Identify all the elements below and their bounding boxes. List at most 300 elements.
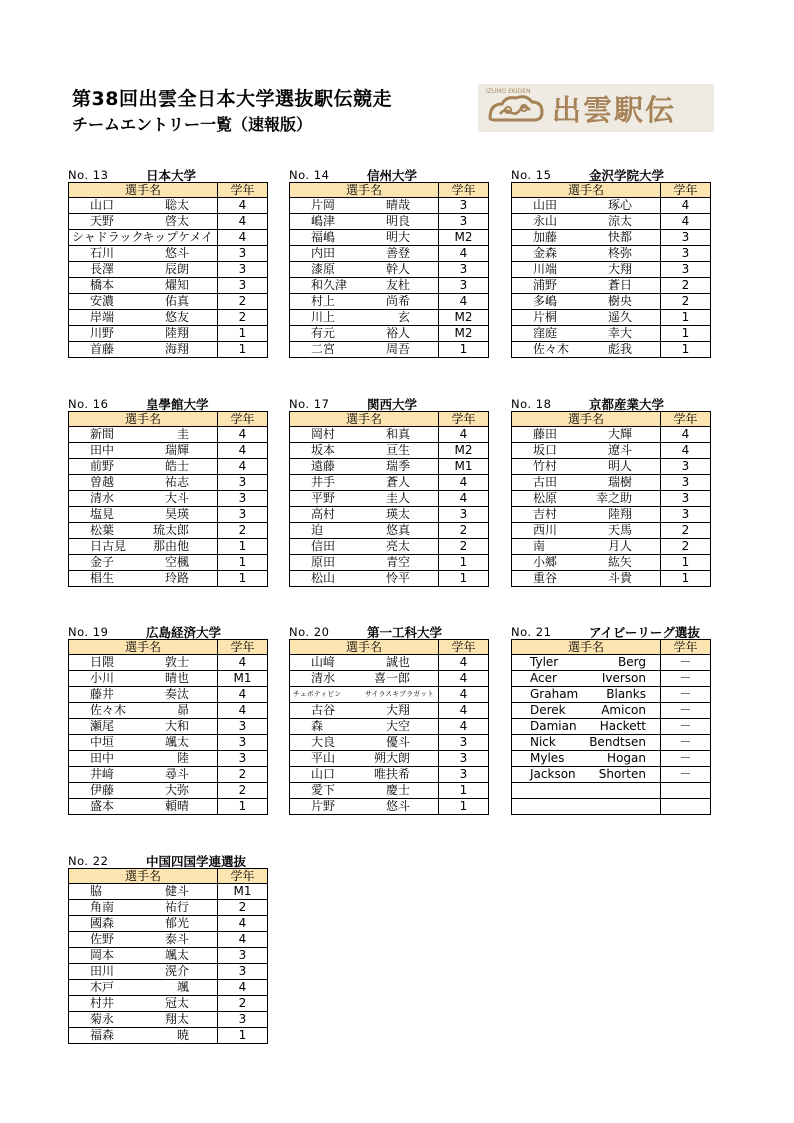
team-header	[289, 395, 488, 411]
runner-grade-cell: 2	[439, 523, 489, 539]
column-header-grade: 学年	[439, 183, 489, 198]
runner-grade-cell: 2	[661, 539, 711, 555]
table-row	[69, 964, 268, 980]
runner-name-cell	[69, 491, 218, 507]
logo-text: 出雲駅伝	[552, 92, 677, 127]
runner-last-name: 永山	[533, 214, 558, 228]
table-header-row	[69, 412, 268, 427]
runner-name-cell	[512, 342, 661, 358]
runner-name-cell	[69, 459, 218, 475]
runner-last-name: 古谷	[311, 703, 336, 717]
table-header-row	[290, 183, 489, 198]
runner-first-name: 柊弥	[607, 246, 632, 260]
team-block	[511, 623, 710, 815]
roster-table	[511, 639, 711, 815]
runner-last-name: 佐々木	[90, 703, 127, 717]
team-number: No. 18	[511, 397, 552, 411]
table-row	[512, 459, 711, 475]
table-row	[290, 555, 489, 571]
runner-last-name: 岡本	[90, 948, 115, 962]
runner-first-name: 喜一郎	[373, 671, 410, 685]
runner-grade-cell: 3	[218, 475, 268, 491]
table-header-row	[69, 869, 268, 884]
runner-first-name: 圭人	[385, 491, 410, 505]
runner-last-name: 坂口	[533, 443, 558, 457]
roster-table	[511, 411, 711, 587]
runner-grade-cell: 3	[218, 262, 268, 278]
runner-grade-cell: 3	[218, 1012, 268, 1028]
runner-name-cell	[69, 310, 218, 326]
table-row	[290, 491, 489, 507]
table-row	[290, 278, 489, 294]
runner-grade-cell: 2	[661, 278, 711, 294]
column-header-grade: 学年	[218, 183, 268, 198]
runner-name-cell	[512, 246, 661, 262]
runner-first-name: 辰朗	[164, 262, 189, 276]
table-row	[512, 491, 711, 507]
runner-grade-cell: 3	[661, 262, 711, 278]
table-row	[69, 783, 268, 799]
runner-grade-cell: 2	[218, 996, 268, 1012]
runner-name-cell	[290, 523, 439, 539]
runner-last-name: 日隈	[90, 655, 115, 669]
table-row	[512, 687, 711, 703]
runner-name-cell	[512, 687, 661, 703]
team-block	[68, 852, 267, 1044]
runner-grade-cell: －	[661, 655, 711, 671]
runner-last-name: 小郷	[533, 555, 558, 569]
runner-first-name: 颯太	[164, 948, 189, 962]
runner-first-name: 昴	[176, 703, 189, 717]
runner-grade-cell: 4	[218, 459, 268, 475]
table-row	[290, 443, 489, 459]
runner-last-name: 迫	[311, 523, 324, 537]
table-row	[290, 703, 489, 719]
table-row	[512, 735, 711, 751]
runner-first-name: 優斗	[385, 735, 410, 749]
runner-first-name: 海翔	[164, 342, 189, 356]
team-name: 金沢学院大学	[589, 168, 665, 183]
runner-name-cell	[512, 278, 661, 294]
runner-last-name: 田川	[90, 964, 115, 978]
runner-grade-cell: 1	[218, 326, 268, 342]
izumo-ekiden-logo	[478, 84, 714, 132]
runner-first-name: 朔大朗	[373, 751, 410, 765]
runner-last-name: 長澤	[90, 262, 115, 276]
runner-first-name: 大空	[385, 719, 410, 733]
table-row	[512, 326, 711, 342]
runner-first-name: 悠斗	[164, 246, 189, 260]
table-row	[69, 443, 268, 459]
runner-name-cell	[512, 214, 661, 230]
table-row	[512, 655, 711, 671]
team-number: No. 22	[68, 854, 109, 868]
table-row	[290, 214, 489, 230]
runner-grade-cell: 1	[661, 310, 711, 326]
runner-grade-cell: M1	[218, 884, 268, 900]
runner-name-cell	[69, 1028, 218, 1044]
runner-grade-cell: 4	[439, 703, 489, 719]
column-header-name: 選手名	[69, 640, 218, 655]
runner-grade-cell: －	[661, 687, 711, 703]
runner-last-name: 浦野	[533, 278, 558, 292]
runner-grade-cell: 2	[218, 767, 268, 783]
runner-first-name: 啓太	[164, 214, 189, 228]
team-header	[68, 166, 267, 182]
runner-grade-cell: 4	[218, 916, 268, 932]
table-row	[69, 884, 268, 900]
table-header-row	[512, 412, 711, 427]
runner-last-name: 片野	[311, 799, 336, 813]
table-row	[512, 475, 711, 491]
runner-grade-cell: 3	[439, 767, 489, 783]
runner-grade-cell: 3	[218, 278, 268, 294]
runner-grade-cell: 4	[439, 475, 489, 491]
runner-grade-cell: 1	[439, 783, 489, 799]
runner-last-name: 原田	[311, 555, 336, 569]
runner-name-cell	[512, 459, 661, 475]
roster-table	[68, 411, 268, 587]
table-row	[290, 230, 489, 246]
runner-first-name: 颯太	[164, 735, 189, 749]
runner-last-name: 金森	[533, 246, 558, 260]
runner-name-cell	[69, 326, 218, 342]
team-name: 第一工科大学	[367, 625, 443, 640]
runner-first-name: 裕人	[385, 326, 410, 340]
runner-last-name: 角南	[90, 900, 115, 914]
table-row	[69, 427, 268, 443]
runner-grade-cell: 1	[439, 342, 489, 358]
runner-name-cell	[512, 507, 661, 523]
runner-last-name: シャドラック	[72, 230, 144, 244]
runner-last-name: 安濃	[90, 294, 115, 308]
runner-last-name: 國森	[90, 916, 115, 930]
runner-grade-cell: 4	[661, 198, 711, 214]
runner-name-cell	[69, 655, 218, 671]
table-row	[512, 262, 711, 278]
table-row	[512, 523, 711, 539]
runner-grade-cell: 3	[439, 214, 489, 230]
column-header-name: 選手名	[69, 183, 218, 198]
team-header	[68, 395, 267, 411]
runner-name-cell	[69, 799, 218, 815]
runner-grade-cell	[661, 783, 711, 799]
column-header-grade: 学年	[661, 412, 711, 427]
runner-grade-cell: 1	[439, 571, 489, 587]
runner-name-cell	[69, 687, 218, 703]
table-row	[69, 523, 268, 539]
team-name: 中国四国学連選抜	[146, 854, 247, 869]
runner-first-name: 怜平	[385, 571, 410, 585]
runner-grade-cell: M2	[439, 230, 489, 246]
table-row	[290, 246, 489, 262]
runner-first-name: 琉太郎	[152, 523, 189, 537]
table-row	[69, 1012, 268, 1028]
table-row	[512, 507, 711, 523]
runner-grade-cell: 3	[661, 230, 711, 246]
runner-first-name: 明大	[385, 230, 410, 244]
runner-name-cell	[290, 214, 439, 230]
table-row	[512, 799, 711, 815]
column-header-grade: 学年	[439, 640, 489, 655]
table-header-row	[512, 183, 711, 198]
runner-grade-cell: 2	[218, 294, 268, 310]
runner-last-name: 山﨑	[311, 655, 336, 669]
runner-last-name: 井手	[311, 475, 336, 489]
runner-last-name: 森	[311, 719, 324, 733]
runner-last-name: 西川	[533, 523, 558, 537]
runner-last-name: 南	[533, 539, 546, 553]
table-row	[290, 294, 489, 310]
runner-last-name: 松原	[533, 491, 558, 505]
team-name: 京都産業大学	[589, 397, 665, 412]
runner-first-name: 晴也	[164, 671, 189, 685]
runner-last-name: 小川	[90, 671, 115, 685]
runner-name-cell	[69, 214, 218, 230]
runner-last-name: 内田	[311, 246, 336, 260]
runner-first-name: 大翔	[607, 262, 632, 276]
runner-first-name: 陸翔	[607, 507, 632, 521]
table-row	[290, 198, 489, 214]
table-row	[69, 342, 268, 358]
team-name: 信州大学	[367, 168, 418, 183]
runner-name-cell	[512, 523, 661, 539]
runner-name-cell	[69, 767, 218, 783]
runner-last-name: 嶋津	[311, 214, 336, 228]
runner-first-name: 悠斗	[385, 799, 410, 813]
runner-first-name: 翔太	[164, 1012, 189, 1026]
runner-last-name: 清水	[311, 671, 336, 685]
table-row	[69, 475, 268, 491]
runner-name-cell	[69, 751, 218, 767]
team-name: 日本大学	[146, 168, 197, 183]
runner-grade-cell: 4	[218, 655, 268, 671]
runner-last-name: チェボティビン	[293, 690, 342, 698]
runner-name-cell	[290, 459, 439, 475]
runner-name-cell	[512, 427, 661, 443]
table-row	[290, 326, 489, 342]
runner-last-name: 佐々木	[533, 342, 570, 356]
runner-first-name: Shorten	[598, 767, 646, 781]
table-row	[69, 751, 268, 767]
runner-name-cell	[290, 767, 439, 783]
runner-last-name: Myles	[530, 751, 565, 765]
runner-last-name: 盛本	[90, 799, 115, 813]
runner-last-name: 和久津	[311, 278, 348, 292]
team-block	[289, 395, 488, 587]
runner-name-cell	[290, 294, 439, 310]
runner-last-name: Nick	[530, 735, 556, 749]
runner-name-cell	[290, 735, 439, 751]
roster-table	[68, 868, 268, 1044]
table-row	[512, 751, 711, 767]
runner-last-name: Derek	[530, 703, 566, 717]
runner-grade-cell: 4	[439, 491, 489, 507]
table-row	[69, 980, 268, 996]
team-block	[68, 395, 267, 587]
runner-first-name: Iverson	[601, 671, 646, 685]
runner-grade-cell: 1	[218, 799, 268, 815]
table-header-row	[69, 640, 268, 655]
runner-grade-cell: 2	[218, 900, 268, 916]
runner-first-name: 快都	[607, 230, 632, 244]
runner-grade-cell: 3	[439, 262, 489, 278]
runner-name-cell	[290, 671, 439, 687]
column-header-name: 選手名	[69, 869, 218, 884]
table-row	[512, 198, 711, 214]
runner-grade-cell: 1	[661, 326, 711, 342]
runner-name-cell	[512, 475, 661, 491]
team-header	[68, 852, 267, 868]
table-row	[290, 655, 489, 671]
runner-grade-cell: 4	[218, 443, 268, 459]
runner-grade-cell: －	[661, 703, 711, 719]
runner-name-cell	[512, 491, 661, 507]
runner-first-name: 亘生	[385, 443, 410, 457]
runner-first-name: Blanks	[606, 687, 646, 701]
runner-name-cell	[290, 342, 439, 358]
roster-table	[68, 182, 268, 358]
runner-grade-cell: 1	[439, 799, 489, 815]
runner-last-name: 伊藤	[90, 783, 115, 797]
runner-grade-cell: 1	[661, 555, 711, 571]
runner-grade-cell: 3	[661, 459, 711, 475]
table-row	[290, 459, 489, 475]
runner-last-name: 中垣	[90, 735, 115, 749]
runner-first-name: 陸翔	[164, 326, 189, 340]
table-row	[290, 799, 489, 815]
runner-first-name: 斗貴	[607, 571, 632, 585]
runner-last-name: 藤井	[90, 687, 115, 701]
runner-last-name: 石川	[90, 246, 115, 260]
runner-grade-cell: M2	[439, 310, 489, 326]
runner-name-cell	[290, 507, 439, 523]
team-header	[68, 623, 267, 639]
table-row	[69, 539, 268, 555]
runner-first-name: 奏汰	[164, 687, 189, 701]
runner-first-name: 暁	[176, 1028, 189, 1042]
runner-first-name: 彪我	[607, 342, 632, 356]
runner-last-name: 日古見	[90, 539, 127, 553]
runner-last-name: 吉村	[533, 507, 558, 521]
runner-first-name: 大輝	[607, 427, 632, 441]
runner-name-cell	[69, 884, 218, 900]
logo-small-text: IZUMO EKIDEN	[486, 88, 531, 95]
runner-last-name: 福嶋	[311, 230, 336, 244]
team-header	[289, 623, 488, 639]
runner-last-name: 川端	[533, 262, 558, 276]
runner-first-name: 悠真	[385, 523, 410, 537]
runner-first-name: 遥久	[607, 310, 632, 324]
runner-last-name: 川野	[90, 326, 115, 340]
runner-grade-cell: 2	[661, 523, 711, 539]
team-number: No. 15	[511, 168, 552, 182]
runner-first-name: 那由他	[152, 539, 189, 553]
runner-grade-cell: 1	[661, 342, 711, 358]
runner-first-name: 和真	[385, 427, 410, 441]
runner-first-name: 大和	[164, 719, 189, 733]
table-row	[512, 230, 711, 246]
runner-grade-cell: 1	[661, 571, 711, 587]
runner-name-cell	[290, 278, 439, 294]
table-header-row	[290, 640, 489, 655]
runner-first-name: 周吾	[385, 342, 410, 356]
runner-name-cell	[290, 198, 439, 214]
runner-last-name: 二宮	[311, 342, 336, 356]
runner-first-name: 祐志	[164, 475, 189, 489]
runner-first-name: 瑞樹	[607, 475, 632, 489]
runner-first-name: 瑞輝	[164, 443, 189, 457]
runner-name-cell	[69, 262, 218, 278]
runner-name-cell	[290, 539, 439, 555]
runner-grade-cell: 4	[439, 655, 489, 671]
column-header-name: 選手名	[512, 183, 661, 198]
runner-name-cell	[69, 671, 218, 687]
runner-name-cell	[290, 427, 439, 443]
table-row	[290, 719, 489, 735]
runner-first-name: 善登	[385, 246, 410, 260]
runner-name-cell	[69, 427, 218, 443]
runner-name-cell	[290, 799, 439, 815]
runner-grade-cell: M1	[218, 671, 268, 687]
table-row	[69, 326, 268, 342]
runner-first-name: 圭	[176, 427, 189, 441]
runner-grade-cell: －	[661, 671, 711, 687]
runner-name-cell	[512, 262, 661, 278]
runner-name-cell	[69, 916, 218, 932]
runner-last-name: Graham	[530, 687, 579, 701]
runner-name-cell	[69, 964, 218, 980]
runner-last-name: 福森	[90, 1028, 115, 1042]
runner-grade-cell: －	[661, 767, 711, 783]
runner-last-name: 愛下	[311, 783, 336, 797]
runner-last-name: 前野	[90, 459, 115, 473]
runner-grade-cell: 2	[218, 310, 268, 326]
runner-grade-cell: 3	[218, 246, 268, 262]
table-row	[69, 703, 268, 719]
runner-first-name: 祐行	[164, 900, 189, 914]
table-row	[290, 310, 489, 326]
runner-first-name: 佑真	[164, 294, 189, 308]
runner-name-cell	[512, 539, 661, 555]
table-row	[290, 342, 489, 358]
team-number: No. 17	[289, 397, 330, 411]
column-header-grade: 学年	[661, 183, 711, 198]
table-row	[69, 507, 268, 523]
runner-last-name: 椙生	[90, 571, 115, 585]
runner-name-cell	[512, 326, 661, 342]
runner-last-name: 有元	[311, 326, 336, 340]
runner-name-cell	[290, 719, 439, 735]
runner-last-name: 山口	[311, 767, 336, 781]
runner-first-name: 颯	[176, 980, 189, 994]
runner-grade-cell: 1	[218, 571, 268, 587]
runner-name-cell	[69, 246, 218, 262]
runner-name-cell	[290, 783, 439, 799]
team-number: No. 16	[68, 397, 109, 411]
runner-first-name: 頼晴	[164, 799, 189, 813]
table-row	[512, 671, 711, 687]
runner-grade-cell: 1	[439, 555, 489, 571]
runner-last-name: 塩見	[90, 507, 115, 521]
runner-last-name: 大良	[311, 735, 336, 749]
runner-first-name: 泰斗	[164, 932, 189, 946]
runner-first-name: 晴哉	[385, 198, 410, 212]
table-row	[69, 1028, 268, 1044]
runner-first-name: 月人	[607, 539, 632, 553]
runner-last-name: 脇	[90, 884, 103, 898]
runner-last-name: 井﨑	[90, 767, 115, 781]
